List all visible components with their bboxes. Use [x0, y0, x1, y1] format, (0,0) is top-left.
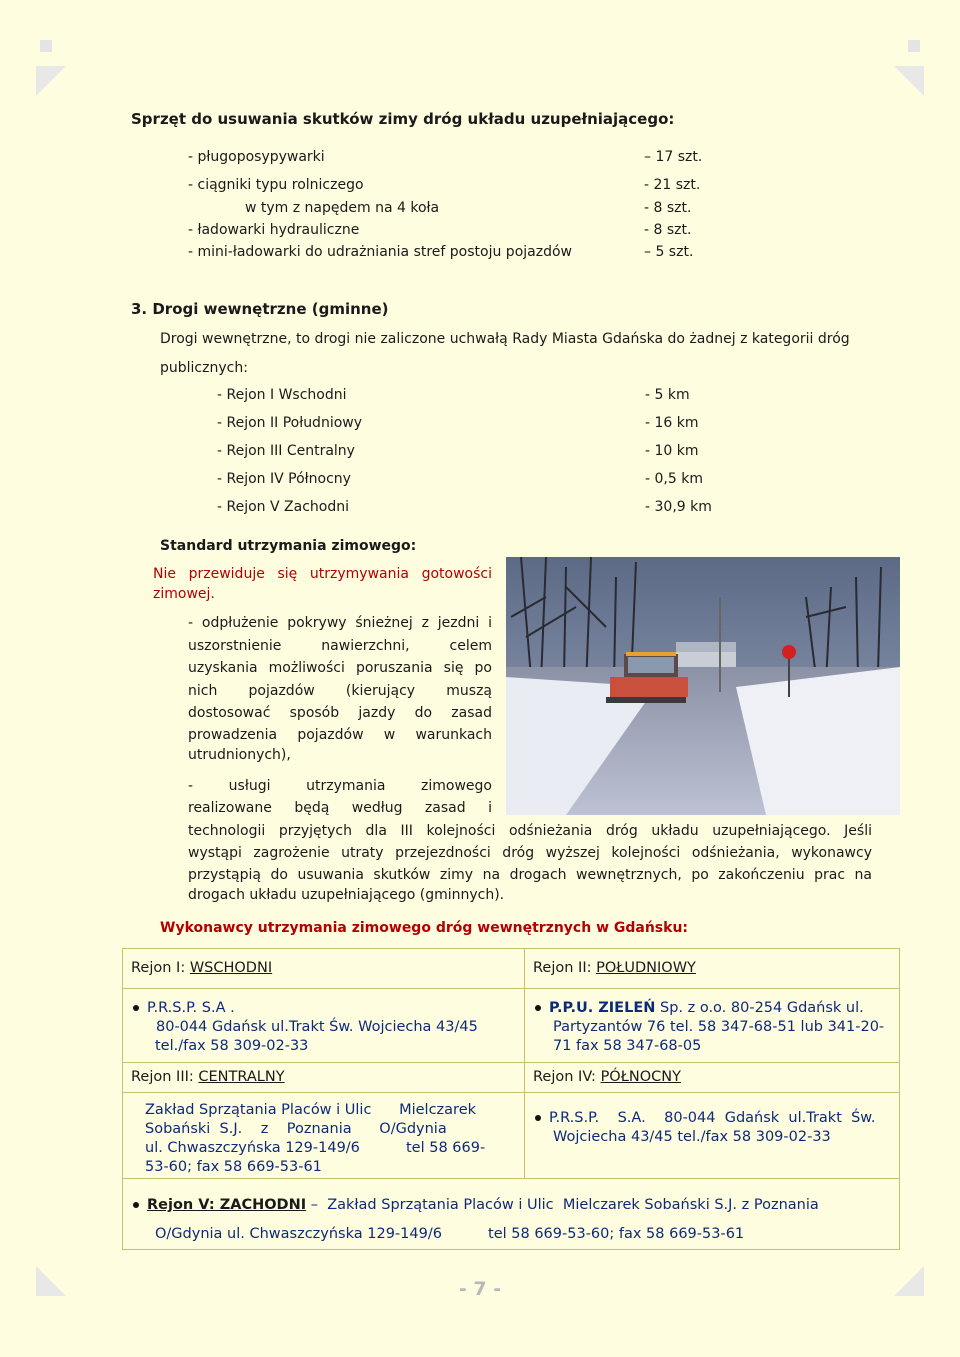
region-header-cell [525, 949, 900, 989]
standard-heading: Standard utrzymania zimowego: [160, 538, 417, 554]
contractor-cell [123, 1179, 900, 1250]
region-header-cell [123, 1063, 525, 1093]
company-address: 80-044 Gdańsk ul.Trakt Św. Wojciecha 43/45 [156, 1019, 478, 1035]
contractor-cell [525, 1093, 900, 1179]
region-name: POŁUDNIOWY [596, 960, 696, 976]
company-contact: Wojciecha 43/45 tel./fax 58 309-02-33 [553, 1129, 831, 1145]
contractor-cell [123, 989, 525, 1063]
bullet-line: prowadzenia pojazdów w warunkach [188, 727, 492, 743]
equipment-item-label: - pługoposypywarki [188, 149, 325, 165]
page-number: - 7 - [458, 1278, 502, 1300]
region-prefix: Rejon II: [533, 960, 597, 976]
bullet-icon [535, 1115, 541, 1121]
bullet-line: dostosować sposób jazdy do zasad [188, 705, 492, 721]
contractors-heading: Wykonawcy utrzymania zimowego dróg wewnętrznych w Gdańsku: [160, 920, 689, 936]
region-name: PÓŁNOCNY [600, 1069, 681, 1085]
bullet-icon [133, 1202, 139, 1208]
region-label: - Rejon I Wschodni [217, 387, 347, 403]
region-label: - Rejon III Centralny [217, 443, 355, 459]
contractor-cell [525, 989, 900, 1063]
equipment-item-qty: – 17 szt. [644, 149, 703, 165]
bullet-line: technologii przyjętych dla III kolejności odśnieżania dróg układu uzupełniającego. Jeśli [188, 823, 872, 839]
region-header-cell [525, 1063, 900, 1093]
region-name: WSCHODNI [189, 960, 273, 976]
region-km: - 10 km [645, 443, 699, 459]
region-km: - 5 km [645, 387, 690, 403]
region-name: Rejon V: ZACHODNI [147, 1197, 307, 1213]
equipment-item-qty: - 21 szt. [644, 177, 701, 193]
equipment-item-label: - ciągniki typu rolniczego [188, 177, 364, 193]
region-prefix: Rejon IV: [533, 1069, 601, 1085]
company-name: P.R.S.P. S.A . [147, 1000, 235, 1016]
equipment-item-label: w tym z napędem na 4 koła [245, 200, 440, 216]
bullet-line: utrudnionych), [188, 747, 291, 763]
company-name: – Zakład Sprzątania Placów i Ulic Mielczarek Sobański S.J. z Poznania [306, 1197, 819, 1213]
region-name: CENTRALNY [198, 1069, 285, 1085]
region-header-cell [123, 949, 525, 989]
bullet-line: wystąpi zagrożenie utraty przejezdności dróg wyższej kolejności odśnieżania, wykonawcy [188, 845, 872, 861]
equipment-item-label: - mini-ładowarki do udrażniania stref postoju pojazdów [188, 244, 572, 260]
company-address: ul. Chwaszczyńska 129-149/6 tel 58 669- [145, 1140, 486, 1156]
bullet-line: uzyskania możliwości poruszania się po [188, 660, 492, 676]
region-label: - Rejon IV Północny [217, 471, 351, 487]
section-title: 3. Drogi wewnętrzne (gminne) [131, 300, 389, 318]
company-contact: 53-60; fax 58 669-53-61 [145, 1159, 322, 1175]
region-prefix: Rejon I: [131, 960, 190, 976]
company-address: Sobański S.J. z Poznania O/Gdynia [145, 1121, 447, 1137]
company-address: Partyzantów 76 tel. 58 347-68-51 lub 341-20- [553, 1019, 885, 1035]
region-label: - Rejon V Zachodni [217, 499, 349, 515]
region-km: - 30,9 km [645, 499, 712, 515]
equipment-item-qty: – 5 szt. [644, 244, 694, 260]
section-intro: publicznych: [160, 360, 248, 376]
section-intro: Drogi wewnętrzne, to drogi nie zaliczone uchwałą Rady Miasta Gdańska do żadnej z kategorii dróg [160, 331, 850, 347]
company-contact: 71 fax 58 347-68-05 [553, 1038, 702, 1054]
bullet-icon [133, 1005, 139, 1011]
bullet-line: - odpłużenie pokrywy śnieżnej z jezdni i [188, 615, 492, 631]
equipment-item-qty: - 8 szt. [644, 200, 692, 216]
company-name: P.R.S.P. S.A. 80-044 Gdańsk ul.Trakt Św. [549, 1110, 876, 1126]
company-address: Sp. z o.o. 80-254 Gdańsk ul. [655, 1000, 864, 1016]
bullet-line: - usługi utrzymania zimowego [188, 778, 492, 794]
equipment-item-qty: - 8 szt. [644, 222, 692, 238]
region-km: - 0,5 km [645, 471, 703, 487]
contractors-table [122, 948, 900, 1250]
region-km: - 16 km [645, 415, 699, 431]
company-name: Zakład Sprzątania Placów i Ulic Mielczarek [145, 1102, 477, 1118]
company-name: P.P.U. ZIELEŃ [549, 1000, 656, 1016]
equipment-item-label: - ładowarki hydrauliczne [188, 222, 360, 238]
bullet-icon [535, 1005, 541, 1011]
bullet-line: nich pojazdów (kierujący muszą [188, 683, 492, 699]
region-prefix: Rejon III: [131, 1069, 199, 1085]
company-contact: tel./fax 58 309-02-33 [155, 1038, 309, 1054]
contractor-cell [123, 1093, 525, 1179]
company-contact: O/Gdynia ul. Chwaszczyńska 129-149/6 tel 58 669-53-60; fax 58 669-53-61 [155, 1226, 745, 1242]
bullet-line: przystąpią do usuwania skutków zimy na drogach wewnętrznych, po zakończeniu prac na [188, 867, 872, 883]
bullet-line: drogach układu uzupełniającego (gminnych). [188, 887, 505, 903]
equipment-heading: Sprzęt do usuwania skutków zimy dróg układu uzupełniającego: [131, 110, 675, 128]
snow-plow-photo [506, 557, 900, 815]
standard-red-line: zimowej. [153, 586, 215, 602]
bullet-line: uszorstnienie nawierzchni, celem [188, 638, 492, 654]
region-label: - Rejon II Południowy [217, 415, 363, 431]
standard-red-line: Nie przewiduje się utrzymywania gotowości [153, 566, 492, 582]
bullet-line: realizowane będą według zasad i [188, 800, 492, 816]
